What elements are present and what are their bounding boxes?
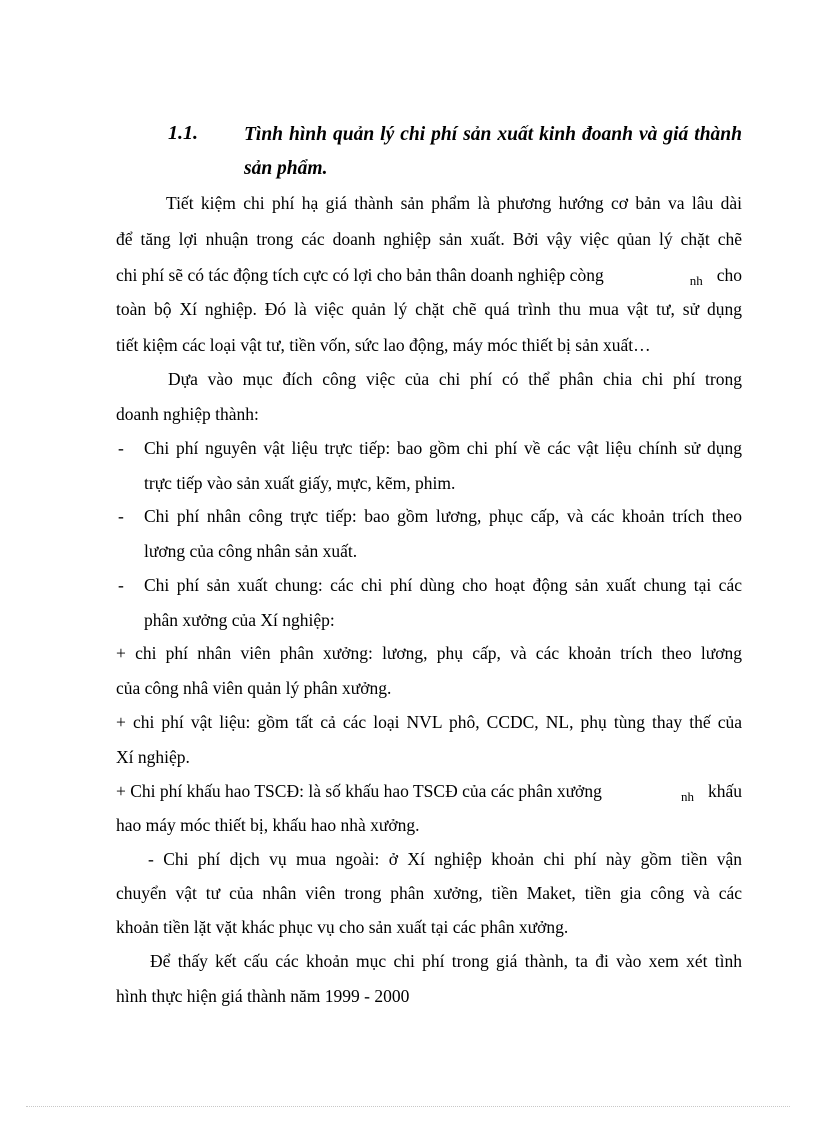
list-item-line: Chi phí nhân công trực tiếp: bao gồm lương, phục cấp, và các khoản trích theo — [144, 506, 742, 526]
paragraph-line: tiết kiệm các loại vật tư, tiền vốn, sức lao động, máy móc thiết bị sản xuất… — [116, 335, 651, 355]
page-bottom-divider — [26, 1106, 790, 1107]
paragraph-line: để tăng lợi nhuận trong các doanh nghiệp sản xuất. Bởi vậy việc qủan lý chặt chẽ — [116, 229, 742, 249]
paragraph-line — [116, 264, 742, 288]
paragraph-line: Để thấy kết cấu các khoản mục chi phí trong giá thành, ta đi vào xem xét tình — [150, 951, 742, 971]
text-run — [684, 264, 742, 288]
list-dash: - — [118, 438, 124, 458]
plus-item-line — [116, 780, 742, 804]
list-dash: - — [118, 575, 124, 595]
text-run: chi phí sẽ có tác động tích cực có lợi cho bản thân doanh nghiệp còng — [116, 265, 604, 285]
plus-item-line: Xí nghiệp. — [116, 747, 190, 767]
list-item-line: phân xưởng của Xí nghiệp: — [144, 610, 335, 630]
list-item-line: trực tiếp vào sản xuất giấy, mực, kẽm, phim. — [144, 473, 456, 493]
list-item-line: Chi phí sản xuất chung: các chi phí dùng cho hoạt động sản xuất chung tại các — [144, 575, 742, 595]
paragraph-line: Tiết kiệm chi phí hạ giá thành sản phẩm là phương hướng cơ bản va lâu dài — [166, 193, 742, 213]
paragraph-line: Dựa vào mục đích công việc của chi phí có thể phân chia chi phí trong — [168, 369, 742, 389]
text-run: + Chi phí khấu hao TSCĐ: là số khấu hao TSCĐ của các phân xưởng — [116, 781, 602, 801]
paragraph-line: khoản tiền lặt vặt khác phục vụ cho sản xuất tại các phân xưởng. — [116, 917, 569, 937]
text-run: khấu — [707, 781, 742, 801]
plus-item-line: của công nhâ viên quản lý phân xưởng. — [116, 678, 392, 698]
section-title: Tình hình quản lý chi phí sản xuất kinh đoanh và giá thành sản phẩm. — [244, 124, 742, 179]
paragraph-line: toàn bộ Xí nghiệp. Đó là việc quản lý chặt chẽ quá trình thu mua vật tư, sử dụng — [116, 299, 742, 319]
paragraph-line: chuyển vật tư của nhân viên trong phân xưởng, tiền Maket, tiền gia công và các — [116, 883, 742, 903]
section-number: 1.1. — [168, 122, 198, 144]
plus-item-line: + chi phí nhân viên phân xưởng: lương, phụ cấp, và các khoản trích theo lương — [116, 643, 742, 663]
plus-item-line: hao máy móc thiết bị, khấu hao nhà xưởng. — [116, 815, 420, 835]
paragraph-line: hình thực hiện giá thành năm 1999 - 2000 — [116, 986, 410, 1006]
text-run — [675, 780, 742, 804]
paragraph-line: - Chi phí dịch vụ mua ngoài: ở Xí nghiệp khoản chi phí này gồm tiền vận — [148, 849, 742, 869]
list-item-line: lương của công nhân sản xuất. — [144, 541, 358, 561]
subscript-fragment: nh — [689, 273, 703, 288]
subscript-fragment: nh — [680, 789, 694, 804]
list-item-line: Chi phí nguyên vật liệu trực tiếp: bao gồm chi phí về các vật liệu chính sử dụng — [144, 438, 742, 458]
paragraph-line: doanh nghiệp thành: — [116, 404, 259, 424]
list-dash: - — [118, 506, 124, 526]
plus-item-line: + chi phí vật liệu: gồm tất cả các loại NVL phô, CCDC, NL, phụ tùng thay thế của — [116, 712, 742, 732]
text-run: cho — [716, 265, 742, 285]
